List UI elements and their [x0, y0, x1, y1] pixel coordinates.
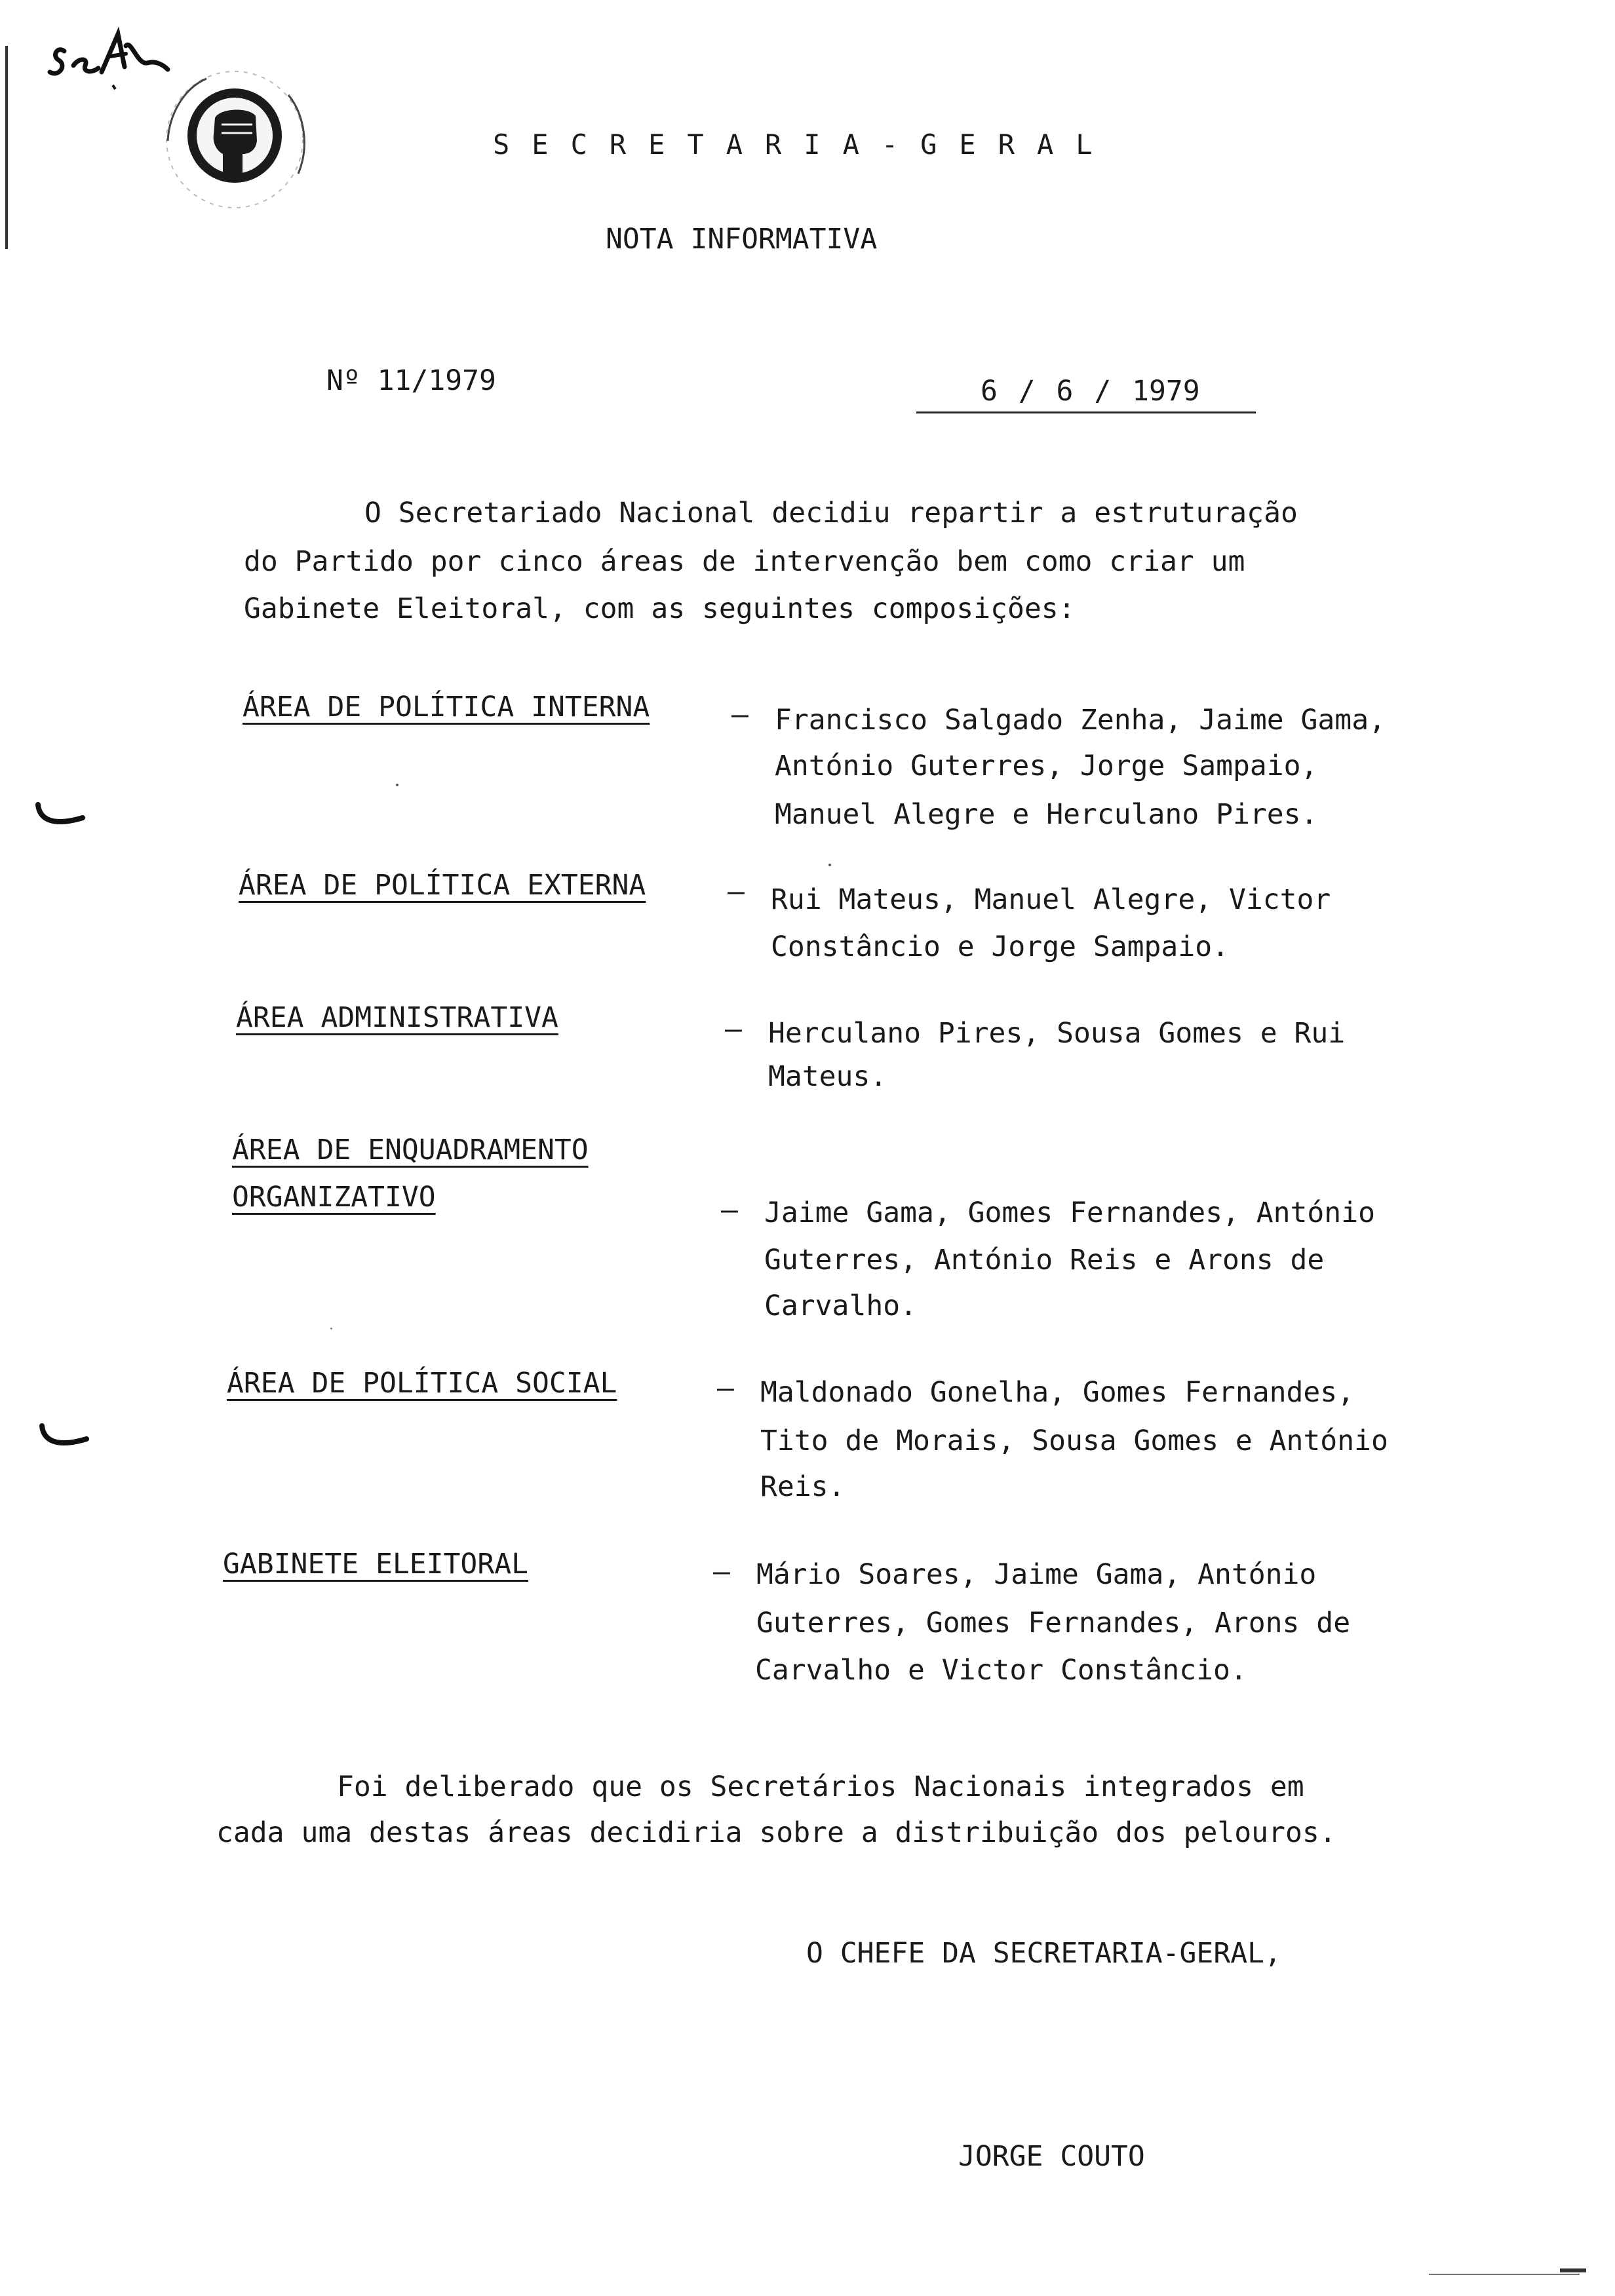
- intro-line: O Secretariado Nacional decidiu repartir a estruturação: [364, 497, 1298, 529]
- members-line: António Guterres, Jorge Sampaio,: [775, 750, 1318, 782]
- area-title-administrativa: ÁREA ADMINISTRATIVA: [236, 1001, 558, 1034]
- dash: –: [725, 1013, 742, 1046]
- party-logo: [157, 62, 328, 213]
- scan-speck: [330, 1328, 332, 1330]
- closing-line: cada uma destas áreas decidiria sobre a distribuição dos pelouros.: [216, 1816, 1336, 1849]
- members-line: Rui Mateus, Manuel Alegre, Victor: [771, 883, 1331, 916]
- scan-speck: [828, 864, 831, 866]
- signature-name: JORGE COUTO: [958, 2140, 1145, 2173]
- members-line: Manuel Alegre e Herculano Pires.: [775, 798, 1318, 831]
- scan-speck: [396, 784, 399, 786]
- signature-title: O CHEFE DA SECRETARIA-GERAL,: [806, 1937, 1281, 1970]
- check-mark: [33, 799, 92, 839]
- members-line: Tito de Morais, Sousa Gomes e António: [760, 1425, 1388, 1457]
- dash: –: [713, 1556, 730, 1588]
- document-type-title: NOTA INFORMATIVA: [606, 223, 878, 256]
- area-title-politica-interna: ÁREA DE POLÍTICA INTERNA: [243, 691, 650, 723]
- members-line: Maldonado Gonelha, Gomes Fernandes,: [760, 1376, 1355, 1409]
- dash: –: [717, 1372, 734, 1405]
- members-line: Francisco Salgado Zenha, Jaime Gama,: [775, 704, 1386, 737]
- scan-noise: [1429, 2274, 1580, 2275]
- members-line: Mário Soares, Jaime Gama, António: [756, 1558, 1317, 1591]
- area-title-politica-social: ÁREA DE POLÍTICA SOCIAL: [227, 1367, 617, 1400]
- check-mark: [37, 1421, 96, 1460]
- area-title-politica-externa: ÁREA DE POLÍTICA EXTERNA: [239, 869, 646, 902]
- dash: –: [721, 1194, 738, 1227]
- members-line: Guterres, Gomes Fernandes, Arons de: [756, 1607, 1351, 1639]
- area-title-organizativo: ORGANIZATIVO: [232, 1181, 436, 1214]
- document-date: 6 / 6 / 1979: [981, 375, 1200, 408]
- members-line: Herculano Pires, Sousa Gomes e Rui: [768, 1017, 1346, 1050]
- area-title-gabinete-eleitoral: GABINETE ELEITORAL: [223, 1548, 528, 1580]
- scan-edge-line: [5, 46, 8, 249]
- document-number: Nº 11/1979: [326, 364, 496, 397]
- intro-line: do Partido por cinco áreas de intervenção bem como criar um: [244, 545, 1245, 578]
- handwritten-initials: [39, 20, 170, 92]
- dash: –: [731, 698, 749, 731]
- date-underline: [916, 411, 1256, 413]
- members-line: Jaime Gama, Gomes Fernandes, António: [764, 1196, 1375, 1229]
- members-line: Guterres, António Reis e Arons de: [764, 1244, 1325, 1276]
- members-line: Carvalho.: [764, 1290, 917, 1322]
- closing-line: Foi deliberado que os Secretários Nacionais integrados em: [337, 1770, 1304, 1803]
- department-title: SECRETARIA-GERAL: [493, 128, 1115, 161]
- members-line: Carvalho e Victor Constâncio.: [755, 1654, 1247, 1687]
- members-line: Reis.: [760, 1470, 846, 1503]
- members-line: Constâncio e Jorge Sampaio.: [771, 930, 1229, 963]
- members-line: Mateus.: [768, 1060, 887, 1093]
- dash: –: [728, 875, 745, 908]
- intro-line: Gabinete Eleitoral, com as seguintes composições:: [244, 592, 1076, 625]
- scan-noise: [1560, 2268, 1586, 2272]
- area-title-enquadramento: ÁREA DE ENQUADRAMENTO: [232, 1134, 589, 1166]
